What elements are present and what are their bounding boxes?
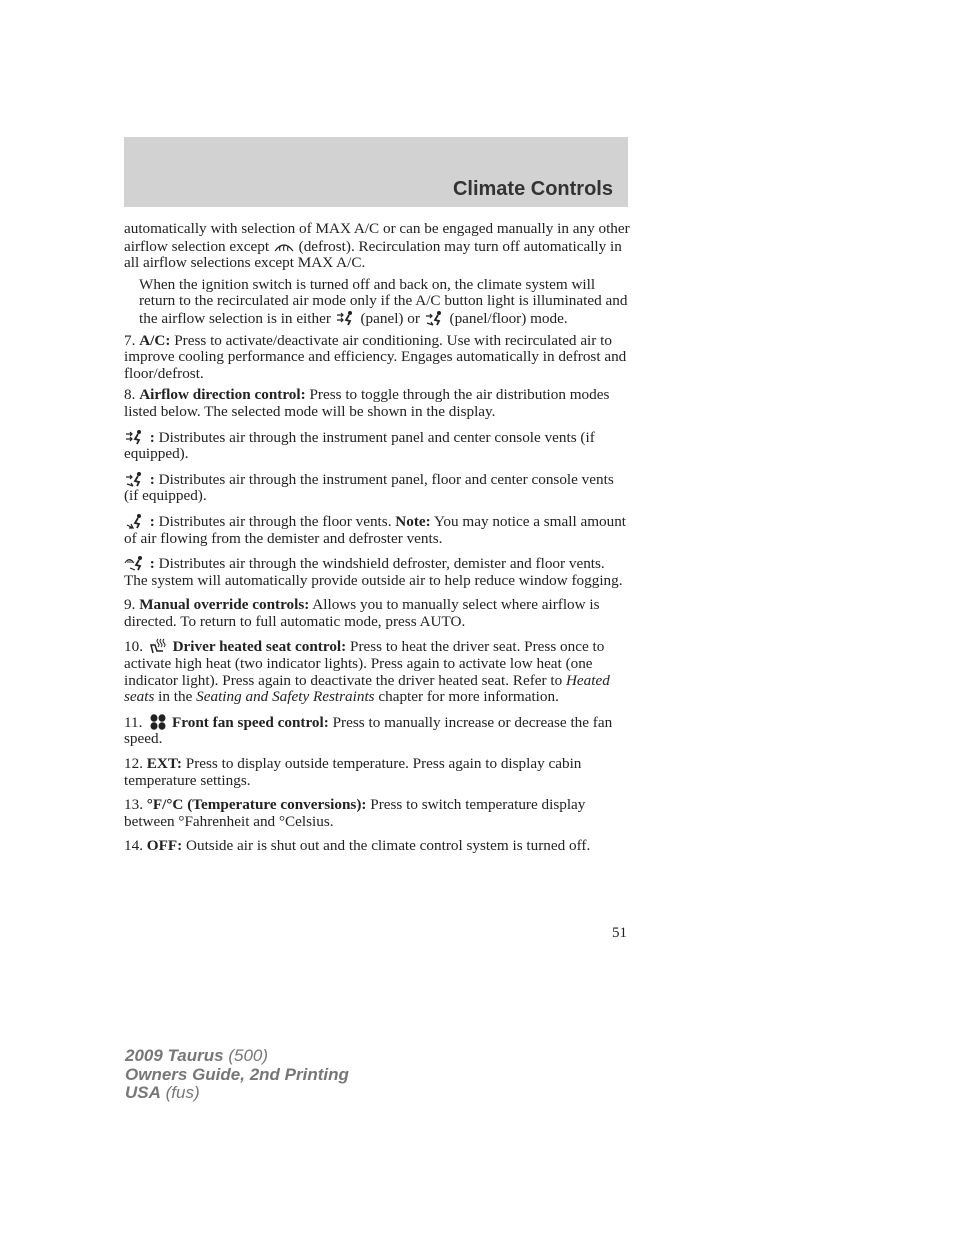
defrost-icon: [273, 238, 295, 254]
paragraph-ignition-note: When the ignition switch is turned off and back on, the climate system will return to the recirculated air mode only if the A/C button light is illuminated and the airflow selection is in either (panel) or (panel/floor) mode.: [139, 275, 628, 327]
panel-airflow-icon: [124, 429, 146, 445]
mode-panel: : Distributes air through the instrument panel and center console vents (if equipped).: [124, 428, 595, 463]
panel-airflow-icon: [335, 310, 357, 326]
footer-line-2: Owners Guide, 2nd Printing: [125, 1064, 349, 1084]
footer-line-1: 2009 Taurus (500): [125, 1046, 269, 1065]
item-temp-conversion: 13. °F/°C (Temperature conversions): Press to switch temperature display between °Fahrenheit and °Celsius.: [124, 796, 586, 830]
page-number: 51: [612, 925, 627, 941]
item-manual-override: 9. Manual override controls: Allows you to manually select where airflow is directed. To return to full automatic mode, press AUTO.: [124, 596, 600, 630]
panel-floor-airflow-icon: [124, 471, 146, 487]
footer-line-3: USA (fus): [125, 1083, 200, 1102]
paragraph-recirculation: automatically with selection of MAX A/C or can be engaged manually in any other airflow selection except (defrost). Recirculation may turn off automatically in all airflow selections except MAX A/C.: [124, 220, 630, 272]
mode-floor-defrost: : Distributes air through the windshield defroster, demister and floor vents. The system will automatically provide outside air to help reduce window fogging.: [124, 555, 623, 589]
item-off: 14. OFF: Outside air is shut out and the climate control system is turned off.: [124, 837, 591, 855]
item-airflow-direction: 8. Airflow direction control: Press to toggle through the air distribution modes listed below. The selected mode will be shown in the display.: [124, 386, 610, 420]
heated-seat-icon: [147, 638, 169, 654]
item-fan-speed: 11. Front fan speed control: Press to manually increase or decrease the fan speed.: [124, 713, 613, 748]
floor-airflow-icon: [124, 513, 146, 529]
item-heated-seat: 10. Driver heated seat control: Press to heat the driver seat. Press once to activate high heat (two indicator lights). Press again to activate low heat (one indicator light). Press again to deactivate the driver heated seat. Refer to Heated seats in the Seating and Safety Restraints chapter for more information.: [124, 638, 610, 706]
mode-panel-floor: : Distributes air through the instrument panel, floor and center console vents (if equipped).: [124, 470, 614, 505]
page-title: Climate Controls: [452, 178, 613, 200]
item-ac: 7. A/C: Press to activate/deactivate air conditioning. Use with recirculated air to improve cooling performance and efficiency. Engages automatically in defrost and floor/defrost.: [124, 331, 627, 382]
section-header: [124, 137, 628, 207]
body-text: [124, 221, 630, 860]
floor-defrost-icon: [124, 555, 146, 571]
item-ext: 12. EXT: Press to display outside temperature. Press again to display cabin temperature settings.: [124, 755, 582, 789]
fan-icon: [146, 714, 168, 730]
panel-floor-airflow-icon: [424, 310, 446, 326]
mode-floor: : Distributes air through the floor vents. Note: You may notice a small amount of air flowing from the demister and defroster vents.: [124, 512, 627, 547]
footer: [125, 1047, 349, 1103]
